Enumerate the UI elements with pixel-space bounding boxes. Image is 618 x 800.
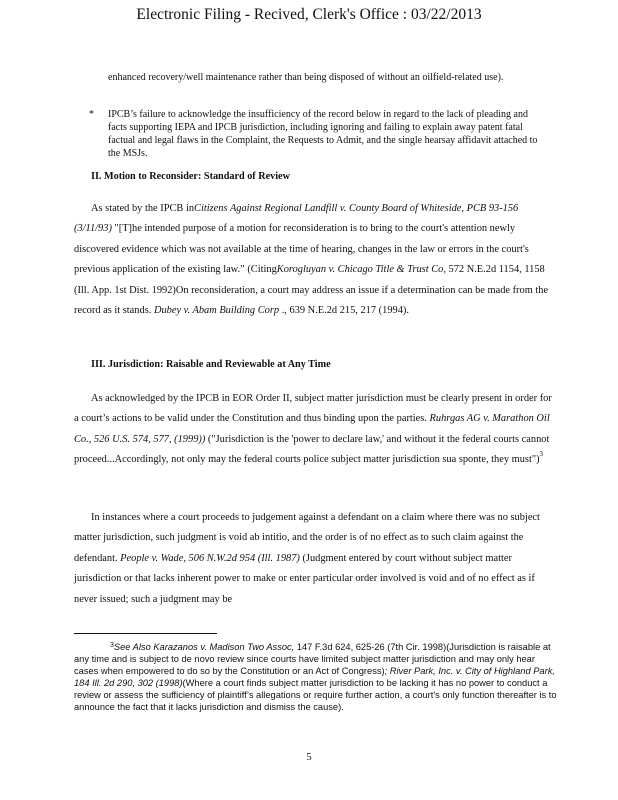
text-run: As acknowledged by the IPCB in EOR Order II, subject matter jurisdiction must be clearly present in order for a court’s actions to be valid under the Constitution and thus binding upon the parties. xyxy=(74,393,552,425)
case-citation: See Also Karazanos v. Madison Two Assoc, xyxy=(113,642,295,652)
section-heading-jurisdiction: III. Jurisdiction: Raisable and Reviewable at Any Time xyxy=(91,359,331,370)
text-run: As stated by the IPCB in xyxy=(91,203,195,214)
footnote-number: 3 xyxy=(110,642,114,649)
case-citation: People v. Wade, 506 N.W.2d 954 (Ill. 1987) xyxy=(120,552,300,564)
paragraph-standard-of-review xyxy=(74,199,552,321)
bullet-marker: * xyxy=(89,109,94,120)
text-run: (Judgment entered by court without subject matter jurisdiction or that lacks inherent power to make or enter particular order involved is void and of no effect as if never issued; such a judgment may be xyxy=(74,552,535,605)
footnote xyxy=(74,642,560,713)
page-number: 5 xyxy=(306,752,312,763)
text-run: ("Jurisdiction is the 'power to declare law,' and without it the federal courts cannot proceed...Accordingly, not only may the federal courts police subject matter jurisdiction sua sponte, they must") xyxy=(74,433,550,466)
footnote-divider xyxy=(74,633,217,634)
bullet-continuation: enhanced recovery/well maintenance rather than being disposed of without an oilfield-related use). xyxy=(108,72,504,83)
paragraph-jurisdiction-1 xyxy=(74,389,552,471)
text-run: ., 639 N.E.2d 215, 217 (1994). xyxy=(279,305,409,317)
paragraph-jurisdiction-2 xyxy=(74,508,552,610)
text-run: 572 N.E.2d 1154, 1158 (Ill. App. 1st Dist. 1992) xyxy=(74,264,545,296)
text-run: "[T]he intended purpose of a motion for reconsideration is to bring to the court's attention newly discovered evidence which was not available at the time of hearing, changes in the law or errors in the court's previous application of the existing law.” (Citing xyxy=(74,223,529,276)
section-heading-motion: II. Motion to Reconsider: Standard of Review xyxy=(91,171,290,182)
text-run: 147 F.3d 624, 625-26 (7th Cir. 1998)(Jurisdiction is raisable at any time and is subject to de novo review since courts have limited subject matter jurisdiction and may only hear cases when empowered to do so by the Constitution or an Act of Congress) xyxy=(74,642,551,676)
case-citation: Citizens Against Regional Landfill v. County Board of Whiteside, PCB 93-156 (3/11/93) xyxy=(74,203,519,235)
case-citation: Dubey v. Abam Building Corp xyxy=(153,305,280,317)
text-run: (Where a court finds subject matter jurisdiction to be lacking it has no power to conduct a review or assess the sufficiency of plaintiff’s allegations or require further action, a court's only function thereafter is to announce the fact that it lacks jurisdiction and dismiss the cause). xyxy=(74,677,557,712)
text-run: In instances where a court proceeds to judgement against a defendant on a claim where there was no subject matter jurisdiction, such judgment is void ab intitio, and the order is of no effect as to such claim against the defendant. xyxy=(74,512,540,564)
case-citation: Korogluyan v. Chicago Title & Trust Co, xyxy=(276,264,446,276)
case-citation: Ruhrgas AG v. Marathon Oil Co., 526 U.S. 574, 577, (1999)) xyxy=(74,413,550,445)
footnote-reference: 3 xyxy=(539,450,544,459)
text-run: On reconsideration, a court may address an issue if a determination can be made from the record as it stands. xyxy=(74,284,549,317)
filing-header: Electronic Filing - Recived, Clerk's Office : 03/22/2013 xyxy=(136,6,482,23)
bullet-item: IPCB’s failure to acknowledge the insufficiency of the record below in regard to the lack of pleading and facts supporting IEPA and IPCB jurisdiction, including ignoring and failing to explain away patent fatal factual and legal flaws in the Complaint, the Requests to Admit, and the single hearsay affidavit attached to the MSJs. xyxy=(108,109,538,159)
case-citation: ; River Park, Inc. v. City of Highland Park, 184 Ill. 2d 290, 302 (1998) xyxy=(74,665,555,688)
